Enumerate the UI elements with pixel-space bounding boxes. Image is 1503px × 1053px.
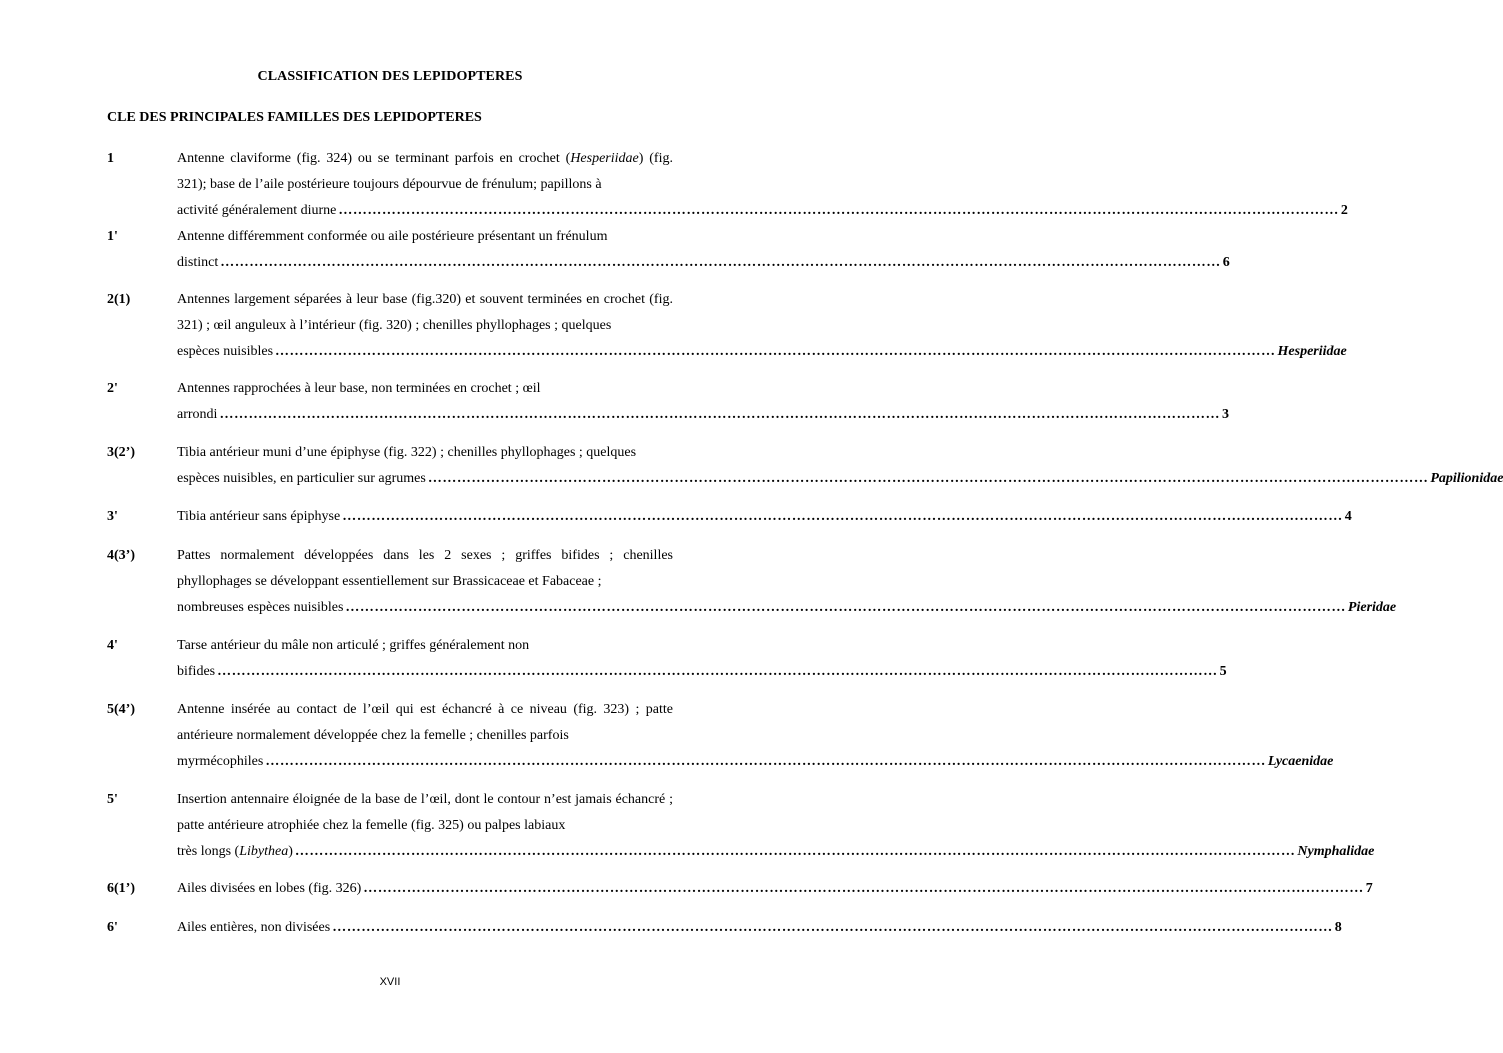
page-number: XVII (379, 976, 401, 988)
entry-number: 2(1) (107, 292, 131, 307)
entry-last-line: espèces nuisibles, en particulier sur agrumes ……………………………………………………………………………………………………………………………………………………………………………………… Papilionidae (177, 466, 673, 492)
leader-dots: ……………………………………………………………………………………………………………………………………………………………………………………… (275, 344, 1276, 359)
entry-target: Nymphalidae (1297, 844, 1375, 859)
entry-number: 1 (107, 151, 114, 166)
entry-target: 2 (1340, 203, 1348, 218)
leader-dots: ……………………………………………………………………………………………………………………………………………………………………………………… (427, 471, 1429, 486)
entry-last-line: Tibia antérieur sans épiphyse ……………………………………………………………………………………………………………………………………………………………………………………… 4 (177, 504, 673, 530)
entry-number: 6' (107, 920, 118, 935)
entry-last-line: bifides ……………………………………………………………………………………………………………………………………………………………………………………… 5 (177, 659, 673, 685)
entry-number: 4' (107, 638, 118, 653)
leader-dots: ……………………………………………………………………………………………………………………………………………………………………………………… (265, 754, 1266, 769)
leader-dots: ……………………………………………………………………………………………………………………………………………………………………………………… (363, 881, 1364, 896)
entry-text: Insertion antennaire éloignée de la base de l’œil, dont le contour n’est jamais échancré ; patte antérieure atrophiée chez la femelle (fig. 325) ou palpes labiaux très longs (Libythea) ……………………………………………………………………………………………………………………………………………………………………………………… Nymphalidae (177, 787, 673, 865)
leader-dots: ……………………………………………………………………………………………………………………………………………………………………………………… (338, 203, 1339, 218)
entry-target: 8 (1334, 920, 1342, 935)
leader-dots: ……………………………………………………………………………………………………………………………………………………………………………………… (217, 664, 1218, 679)
leader-dots: ……………………………………………………………………………………………………………………………………………………………………………………… (220, 255, 1221, 270)
family-name: Hesperiidae (570, 151, 639, 166)
entry-text (177, 876, 1373, 902)
entry-number: 4(3’) (107, 548, 135, 563)
entry-target: Lycaenidae (1267, 754, 1334, 769)
entry-target: Papilionidae (1430, 471, 1503, 486)
page-title: CLASSIFICATION DES LEPIDOPTERES (257, 69, 523, 84)
entry-number: 1' (107, 229, 118, 244)
entry-last-line: Ailes entières, non divisées ……………………………………………………………………………………………………………………………………………………………………………………… 8 (177, 915, 673, 941)
entry-number: 6(1’) (107, 881, 135, 896)
entry-target: 7 (1365, 881, 1373, 896)
leader-dots: ……………………………………………………………………………………………………………………………………………………………………………………… (342, 509, 1343, 524)
entry-target: Hesperiidae (1277, 344, 1347, 359)
entry-number: 3(2’) (107, 445, 135, 460)
entry-last-line: espèces nuisibles ……………………………………………………………………………………………………………………………………………………………………………………… Hesperiidae (177, 339, 673, 365)
entry-text: Tibia antérieur muni d’une épiphyse (fig. 322) ; chenilles phyllophages ; quelques espèces nuisibles, en particulier sur agrumes ……………………………………………………………………………………………………………………………………………………………………………………… Papilionidae (177, 440, 673, 492)
entry-target: 6 (1222, 255, 1230, 270)
entry-last-line: distinct ……………………………………………………………………………………………………………………………………………………………………………………… 6 (177, 250, 673, 276)
entry-text (177, 915, 1342, 941)
entry-text: Antenne insérée au contact de l’œil qui est échancré à ce niveau (fig. 323) ; patte antérieure normalement développée chez la femelle ; chenilles parfois myrmécophiles ……………………………………………………………………………………………………………………………………………………………………………………… Lycaenidae (177, 697, 673, 775)
leader-dots: ……………………………………………………………………………………………………………………………………………………………………………………… (332, 920, 1333, 935)
entry-number: 5(4’) (107, 702, 135, 717)
entry-text (177, 504, 1352, 530)
entry-last-line: nombreuses espèces nuisibles ……………………………………………………………………………………………………………………………………………………………………………………… Pieridae (177, 595, 673, 621)
leader-dots: ……………………………………………………………………………………………………………………………………………………………………………………… (345, 600, 1346, 615)
entry-last-line: activité généralement diurne ……………………………………………………………………………………………………………………………………………………………………………………… 2 (177, 198, 673, 224)
entry-text: Antenne différemment conformée ou aile postérieure présentant un frénulum distinct ……………………………………………………………………………………………………………………………………………………………………………………… 6 (177, 224, 673, 276)
entry-target: 4 (1344, 509, 1352, 524)
entry-text: Antennes rapprochées à leur base, non terminées en crochet ; œil arrondi ……………………………………………………………………………………………………………………………………………………………………………………… 3 (177, 376, 673, 428)
entry-last-line: très longs (Libythea) ……………………………………………………………………………………………………………………………………………………………………………………… Nymphalidae (177, 839, 673, 865)
entry-number: 3' (107, 509, 118, 524)
leader-dots: ……………………………………………………………………………………………………………………………………………………………………………………… (219, 407, 1220, 422)
entry-number: 2' (107, 381, 118, 396)
entry-last-line: arrondi ……………………………………………………………………………………………………………………………………………………………………………………… 3 (177, 402, 673, 428)
genus-name: Libythea (239, 844, 289, 859)
entry-text: Pattes normalement développées dans les 2 sexes ; griffes bifides ; chenilles phyllophages se développant essentiellement sur Brassicaceae et Fabaceae ; nombreuses espèces nuisibles ……………………………………………………………………………………………………………………………………………………………………………………… Pieridae (177, 543, 673, 621)
entry-target: 3 (1221, 407, 1229, 422)
entry-target: 5 (1219, 664, 1227, 679)
leader-dots: ……………………………………………………………………………………………………………………………………………………………………………………… (294, 844, 1296, 859)
entry-target: Pieridae (1347, 600, 1397, 615)
entry-last-line: myrmécophiles ……………………………………………………………………………………………………………………………………………………………………………………… Lycaenidae (177, 749, 673, 775)
entry-last-line: Ailes divisées en lobes (fig. 326) ……………………………………………………………………………………………………………………………………………………………………………………… 7 (177, 876, 673, 902)
entry-text: Antennes largement séparées à leur base (fig.320) et souvent terminées en crochet (fig. 321) ; œil anguleux à l’intérieur (fig. 320) ; chenilles phyllophages ; quelques espèces nuisibles ……………………………………………………………………………………………………………………………………………………………………………………… Hesperiidae (177, 287, 673, 365)
key-subtitle: CLE DES PRINCIPALES FAMILLES DES LEPIDOPTERES (107, 110, 482, 125)
entry-text: Tarse antérieur du mâle non articulé ; griffes généralement non bifides ……………………………………………………………………………………………………………………………………………………………………………………… 5 (177, 633, 673, 685)
entry-number: 5' (107, 792, 118, 807)
entry-text: Antenne claviforme (fig. 324) ou se terminant parfois en crochet (Hesperiidae) (fig. 321); base de l’aile postérieure toujours dépourvue de frénulum; papillons à activité généralement diurne ……………………………………………………………………………………………………………………………………………………………………………………… 2 (177, 146, 673, 224)
